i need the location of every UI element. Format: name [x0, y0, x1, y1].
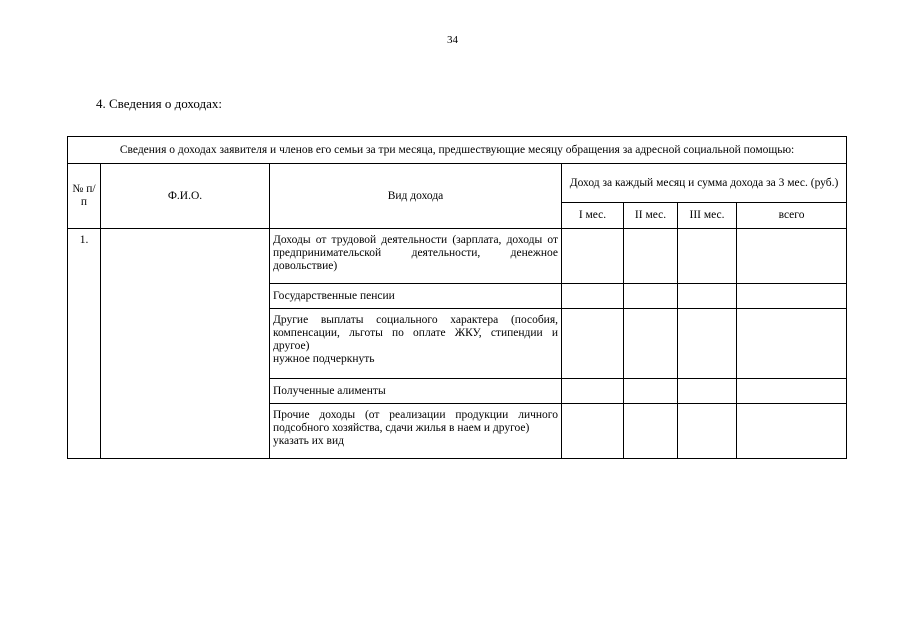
income-type-label: Полученные алименты [273, 384, 386, 397]
month-3-cell[interactable] [678, 229, 737, 284]
total-cell[interactable] [737, 229, 847, 284]
month-1-cell[interactable] [562, 379, 624, 404]
month-1-cell[interactable] [562, 284, 624, 309]
month-2-cell[interactable] [624, 284, 678, 309]
income-type-cell [270, 309, 562, 379]
income-type-label: Другие выплаты социального характера (пособия, компенсации, льготы по оплате ЖКУ, стипендии и другое) [273, 314, 558, 352]
month-3-cell[interactable] [678, 309, 737, 379]
header-income-type: Вид дохода [270, 164, 562, 229]
table-caption: Сведения о доходах заявителя и членов его семьи за три месяца, предшествующие месяцу обращения за адресной социальной помощью: [68, 137, 847, 164]
month-2-cell[interactable] [624, 229, 678, 284]
income-type-cell [270, 284, 562, 309]
header-month-3: III мес. [678, 203, 737, 229]
header-total: всего [737, 203, 847, 229]
month-2-cell[interactable] [624, 404, 678, 459]
row-number: 1. [68, 229, 101, 459]
month-3-cell[interactable] [678, 404, 737, 459]
income-type-cell [270, 229, 562, 284]
income-type-cell [270, 379, 562, 404]
month-3-cell[interactable] [678, 379, 737, 404]
header-number: № п/п [68, 164, 101, 229]
income-type-note: нужное подчеркнуть [273, 353, 375, 365]
total-cell[interactable] [737, 379, 847, 404]
header-fio: Ф.И.О. [101, 164, 270, 229]
total-cell[interactable] [737, 309, 847, 379]
month-1-cell[interactable] [562, 404, 624, 459]
fio-cell[interactable] [101, 229, 270, 459]
month-3-cell[interactable] [678, 284, 737, 309]
month-1-cell[interactable] [562, 229, 624, 284]
income-type-label: Государственные пенсии [273, 289, 395, 302]
income-table [67, 136, 847, 459]
income-type-label: Доходы от трудовой деятельности (зарплата, доходы от предпринимательской деятельности, денежное довольствие) [273, 234, 558, 272]
income-type-label: Прочие доходы (от реализации продукции личного подсобного хозяйства, сдачи жилья в наем и другое) [273, 409, 558, 434]
table-row [68, 229, 847, 284]
income-type-cell [270, 404, 562, 459]
page-number: 34 [447, 34, 458, 46]
month-2-cell[interactable] [624, 309, 678, 379]
section-heading: 4. Сведения о доходах: [96, 96, 223, 111]
month-1-cell[interactable] [562, 309, 624, 379]
header-month-2: II мес. [624, 203, 678, 229]
header-month-1: I мес. [562, 203, 624, 229]
month-2-cell[interactable] [624, 379, 678, 404]
total-cell[interactable] [737, 404, 847, 459]
header-income-group: Доход за каждый месяц и сумма дохода за 3 мес. (руб.) [562, 164, 847, 203]
income-type-note: указать их вид [273, 435, 344, 447]
total-cell[interactable] [737, 284, 847, 309]
